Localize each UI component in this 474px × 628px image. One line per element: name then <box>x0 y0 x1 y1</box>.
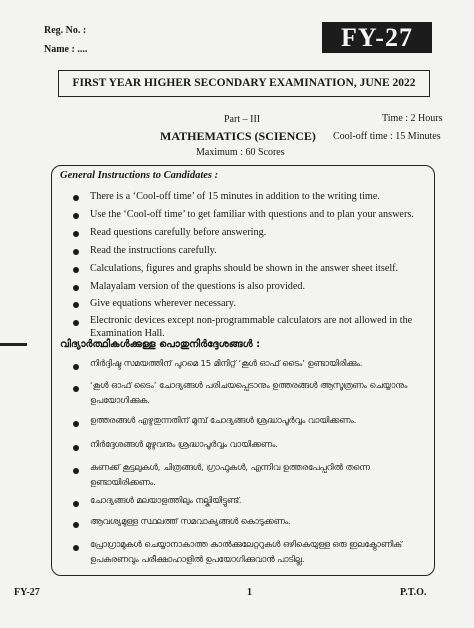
bullet-icon <box>73 522 79 528</box>
malayalam-item: പ്രോഗ്രാമുകൾ ചെയ്യാനാകാത്ത കാൽക്കുലേറ്ററുകൾ ഒഴികെയുള്ള ഒരു ഇലക്ട്രോണിക് ഉപകരണവും പരീക്ഷാഹാളിൽ ഉപയോഗിക്കുവാൻ പാടില്ല. <box>90 539 402 564</box>
instruction-item: There is a ‘Cool-off time’ of 15 minutes in addition to the writing time. <box>90 191 380 202</box>
bullet-icon <box>73 364 79 370</box>
paper-code-badge: FY-27 <box>322 22 432 53</box>
bullet-icon <box>73 445 79 451</box>
instruction-item: Read the instructions carefully. <box>90 245 217 256</box>
bullet-icon <box>73 320 79 326</box>
margin-mark <box>0 343 27 346</box>
malayalam-item: ഉത്തരങ്ങൾ എഴുതുന്നതിന് മുമ്പ് ചോദ്യങ്ങൾ ശ്രദ്ധാപൂർവ്വം വായിക്കണം. <box>90 415 357 425</box>
exam-title: FIRST YEAR HIGHER SECONDARY EXAMINATION, JUNE 2022 <box>58 70 430 97</box>
page-number: 1 <box>247 587 252 598</box>
bullet-icon <box>73 501 79 507</box>
instruction-item: Malayalam version of the questions is also provided. <box>90 281 306 292</box>
instruction-item: Calculations, figures and graphs should be shown in the answer sheet itself. <box>90 263 399 274</box>
bullet-icon <box>73 302 79 308</box>
bullet-icon <box>73 249 79 255</box>
time-label: Time : 2 Hours <box>382 113 443 124</box>
malayalam-item: നിർദ്ദിഷ്ട സമയത്തിന് പുറമെ 15 മിനിറ്റ് ‘കൂൾ ഓഫ് ടൈം’ ഉണ്ടായിരിക്കും. <box>90 358 363 368</box>
bullet-icon <box>73 421 79 427</box>
bullet-icon <box>73 285 79 291</box>
name-label: Name : .... <box>44 44 88 55</box>
max-scores-label: Maximum : 60 Scores <box>196 147 285 158</box>
instruction-item: Electronic devices except non-programmable calculators are not allowed in the Examination Hall. <box>90 315 413 339</box>
bullet-icon <box>73 231 79 237</box>
bullet-icon <box>73 213 79 219</box>
bullet-icon <box>73 267 79 273</box>
instruction-item: Give equations wherever necessary. <box>90 298 236 309</box>
instructions-heading: General Instructions to Candidates : <box>60 170 219 181</box>
bullet-icon <box>73 545 79 551</box>
instruction-item: Use the ‘Cool-off time’ to get familiar with questions and to plan your answers. <box>90 209 414 220</box>
part-label: Part – III <box>224 114 261 125</box>
subject-title: MATHEMATICS (SCIENCE) <box>160 129 316 143</box>
malayalam-item: ആവശ്യമുള്ള സ്ഥലത്ത് സമവാക്യങ്ങൾ കൊടുക്കണം. <box>90 516 291 526</box>
malayalam-item: കണക്ക് കൂട്ടലുകൾ, ചിത്രങ്ങൾ, ഗ്രാഫുകൾ, എന്നിവ ഉത്തരപേപ്പറിൽ തന്നെ ഉണ്ടായിരിക്കണം. <box>90 462 370 487</box>
bullet-icon <box>73 468 79 474</box>
malayalam-item: ചോദ്യങ്ങൾ മലയാളത്തിലും നല്കിയിട്ടുണ്ട്. <box>90 495 242 505</box>
pto-label: P.T.O. <box>400 587 427 598</box>
reg-no-label: Reg. No. : <box>44 25 87 36</box>
instruction-item: Read questions carefully before answering. <box>90 227 267 238</box>
bullet-icon <box>73 195 79 201</box>
bullet-icon <box>73 386 79 392</box>
malayalam-heading: വിദ്യാർത്ഥികൾക്കുള്ള പൊതുനിർദ്ദേശങ്ങൾ : <box>60 339 261 350</box>
cool-off-label: Cool-off time : 15 Minutes <box>333 131 441 142</box>
footer-paper-code: FY-27 <box>14 587 40 598</box>
malayalam-item: നിർദ്ദേശങ്ങൾ മുഴുവനും ശ്രദ്ധാപൂർവ്വം വായിക്കണം. <box>90 439 279 449</box>
malayalam-item: ‘കൂൾ ഓഫ് ടൈം’ ചോദ്യങ്ങൾ പരിചയപ്പെടാനും ഉത്തരങ്ങൾ ആസൂത്രണം ചെയ്യാനും ഉപയോഗിക്കുക. <box>90 380 408 405</box>
